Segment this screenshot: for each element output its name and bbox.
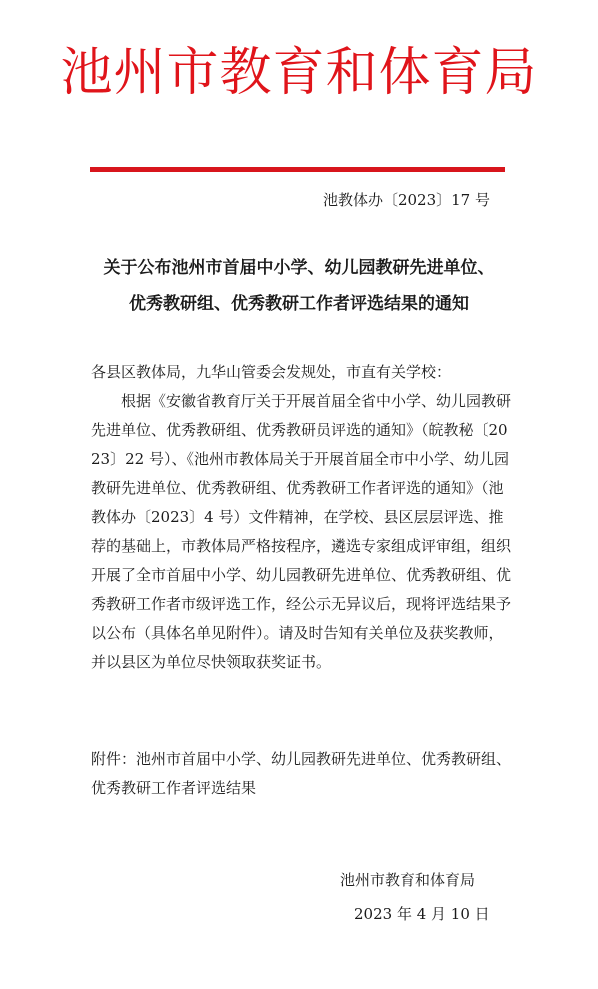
issue-date: 2023 年 4 月 10 日 [354,905,490,923]
body-paragraph: 根据《安徽省教育厅关于开展首届全省中小学、幼儿园教研先进单位、优秀教研组、优秀教研员评选的通知》（皖教秘〔2023〕22 号）、《池州市教体局关于开展首届全市中小学、幼儿园教研先进单位、优秀教研组、优秀教研工作者评选的通知》（池教体办〔2023〕4 号）文件精神，在学校、县区层层评选、推荐的基础上，市教体局严格按程序，遴选专家组成评审组，组织开展了全市首届中小学、幼儿园教研先进单位、优秀教研组、优秀教研工作者市级评选工作，经公示无异议后，现将评选结果予以公布（具体名单见附件）。请及时告知有关单位及获奖教师，并以县区为单位尽快领取获奖证书。 [91,392,512,671]
notice-title-line-1: 关于公布池州市首届中小学、幼儿园教研先进单位、 [103,258,495,278]
notice-body [91,358,511,677]
notice-title [60,250,538,322]
red-divider-line [90,167,505,172]
attachment-note: 附件：池州市首届中小学、幼儿园教研先进单位、优秀教研组、优秀教研工作者评选结果 [91,750,512,797]
notice-title-line-2: 优秀教研组、优秀教研工作者评选结果的通知 [129,294,469,314]
salutation: 各县区教体局，九华山管委会发规处，市直有关学校： [91,363,452,381]
document-number: 池教体办〔2023〕17 号 [322,191,490,209]
signature-organization: 池州市教育和体育局 [340,871,476,889]
issuing-authority-header: 池州市教育和体育局 [60,43,538,103]
